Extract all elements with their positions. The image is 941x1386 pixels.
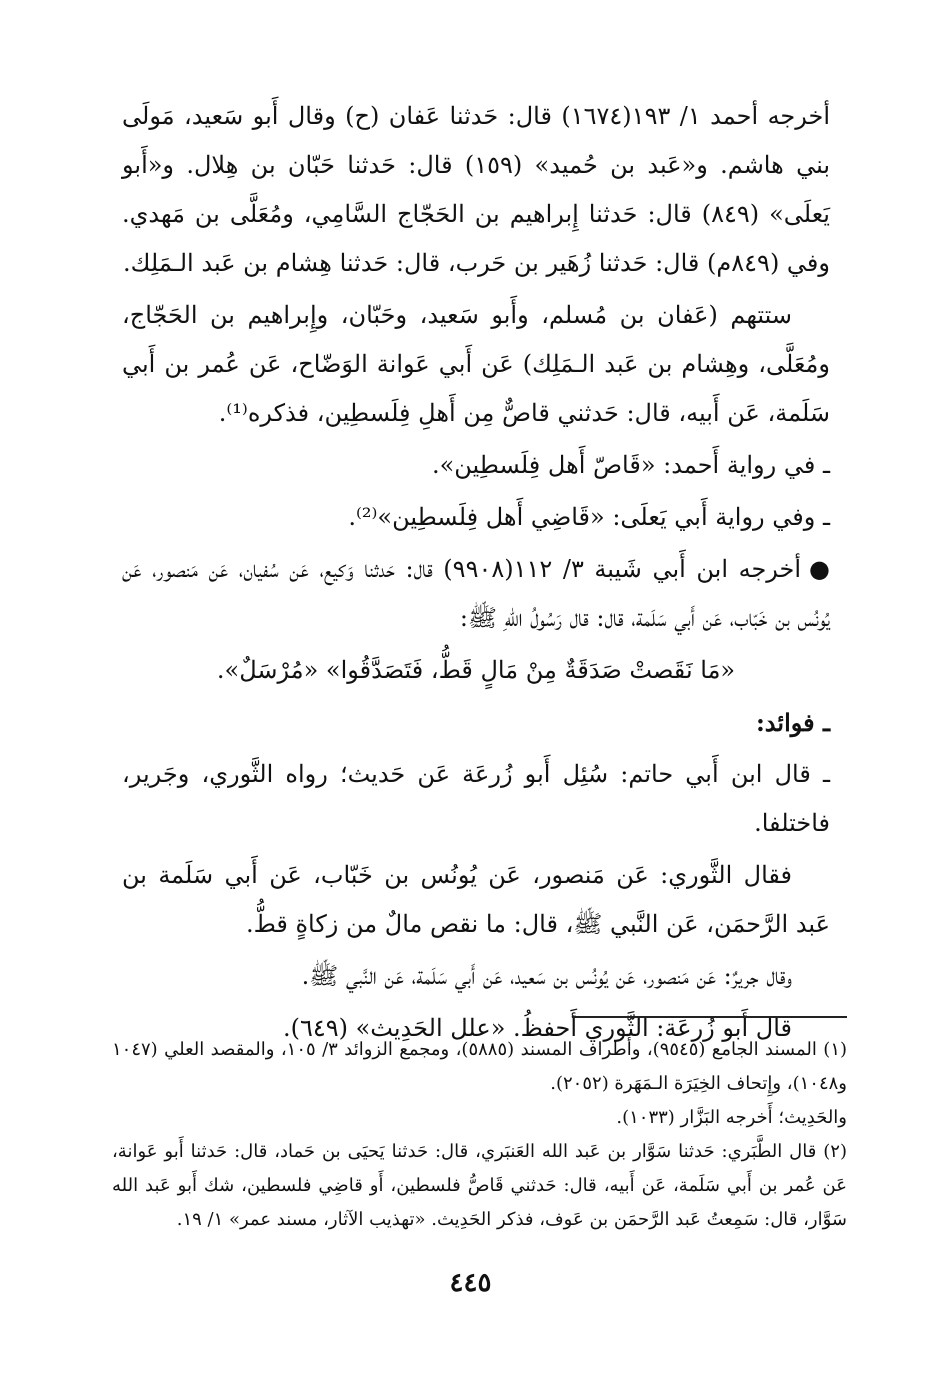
footnote-divider	[572, 1016, 847, 1018]
variant-ahmad: ـ في رواية أَحمد: «قَاصّ أَهل فِلَسطِين».	[431, 451, 830, 479]
bullet-icon: ●	[809, 555, 830, 583]
paragraph-ahmad-chain: أخرجه أحمد ١/ ١٩٣(١٦٧٤) قال: حَدثنا عَفان (ح) وقال أَبو سَعيد، مَولَى بني هاشم. و«عَبد بن حُميد» (١٥٩) قال: حَدثنا حَبّان بن هِلال. و«أَبو يَعلَى» (٨٤٩) قال: حَدثنا إِبراهيم بن الحَجّاج السَّامِي، ومُعَلَّى بن مَهدي. وفي (٨٤٩م) قال: حَدثنا زُهَير بن حَرب، قال: حَدثنا هِشام بن عَبد الـمَلِك.	[122, 102, 831, 277]
main-text	[122, 92, 830, 1053]
benefits-heading: ـ فوائد:	[755, 708, 830, 737]
paragraph-ibn-abi-hatim: ـ قال ابن أَبي حاتم: سُئِل أَبو زُرعَة عَن حَديث؛ رواه الثَّوري، وجَرير، فاختلفا.	[122, 760, 830, 837]
footnote-1: (١) المسند الجامع (٩٥٤٥)، وأَطراف المسند (٥٨٨٥)، ومجمع الزوائد ٣/ ١٠٥، والمقصد العلي (١٠٤٧ و١٠٤٨)، وإِتحاف الخِيَرَة الـمَهَرة (٢٠٥٢).	[112, 1039, 848, 1094]
footnote-2: (٢) قال الطَّبَري: حَدثنا سَوَّار بن عَبد الله العَنبَري، قال: حَدثنا يَحيَى بن حَماد، قال: حَدثنا أَبو عَوانة، عَن عُمر بن أَبي سَلَمة، عَن أَبيه، قال: حَدثني قَاصُّ فلسطين، أَو قاضِي فلسطين، شك أَبو عَبد الله سَوَّار، قال: سَمِعتُ عَبد الرَّحمَن بن عَوف، فذكر الحَدِيث. «تهذيب الآثار، مسند عمر» ١/ ١٩.	[112, 1141, 847, 1230]
footnote-1-continuation: والحَدِيث؛ أَخرجه البَزَّار (١٠٣٣).	[616, 1107, 847, 1128]
page-number: ٤٤٥	[449, 1268, 492, 1298]
paragraph-abu-zura: قال أَبو زُرعَة: الثَّوري أَحفظُ. «علل الحَدِيث» (٦٤٩).	[282, 1014, 792, 1042]
paragraph-ibn-abi-shayba	[122, 545, 830, 643]
footnotes	[112, 1033, 847, 1237]
paragraph-ibn-abi-shayba-text: أخرجه ابن أَبي شَيبة ٣/ ١١٢(٩٩٠٨) قال: حَدثنا وَكيع، عَن سُفيان، عَن مَنصور، عَن يُونُس بن خَبّاب، عَن أَبي سَلَمة، قال: قال رَسُولُ اللهِ ﷺ:	[122, 555, 830, 632]
paragraph-thawri: فقال الثَّوري: عَن مَنصور، عَن يُونُس بن خَبّاب، عَن أَبي سَلَمة بن عَبد الرَّحمَن، عَن النَّبي ﷺ، قال: ما نقص مالٌ من زكاةٍ قطُّ.	[122, 861, 830, 938]
paragraph-six-narrators: ستتهم (عَفان بن مُسلم، وأَبو سَعيد، وحَبّان، وإِبراهيم بن الحَجّاج، ومُعَلَّى، وهِشام بن عَبد الـمَلِك) عَن أَبي عَوانة الوَضّاح، عَن عُمر بن أَبي سَلَمة، عَن أَبيه، قال: حَدثني قاصٌّ مِن أَهلِ فِلَسطِين، فذكره⁽¹⁾.	[122, 301, 830, 427]
paragraph-jarir: وقال جريرٌ: عَن مَنصور، عَن يُونُس بن سَعيد، عَن أَبي سَلَمة، عَن النَّبي ﷺ.	[301, 962, 792, 990]
variant-abu-yala: ـ وفي رواية أَبي يَعلَى: «قَاضِي أَهل فِلَسطِين»⁽²⁾.	[348, 503, 830, 531]
hadith-text: «مَا نَقَصتْ صَدَقَةٌ مِنْ مَالٍ قَطُّ، فَتَصَدَّقُوا» «مُرْسَلٌ».	[216, 656, 736, 684]
